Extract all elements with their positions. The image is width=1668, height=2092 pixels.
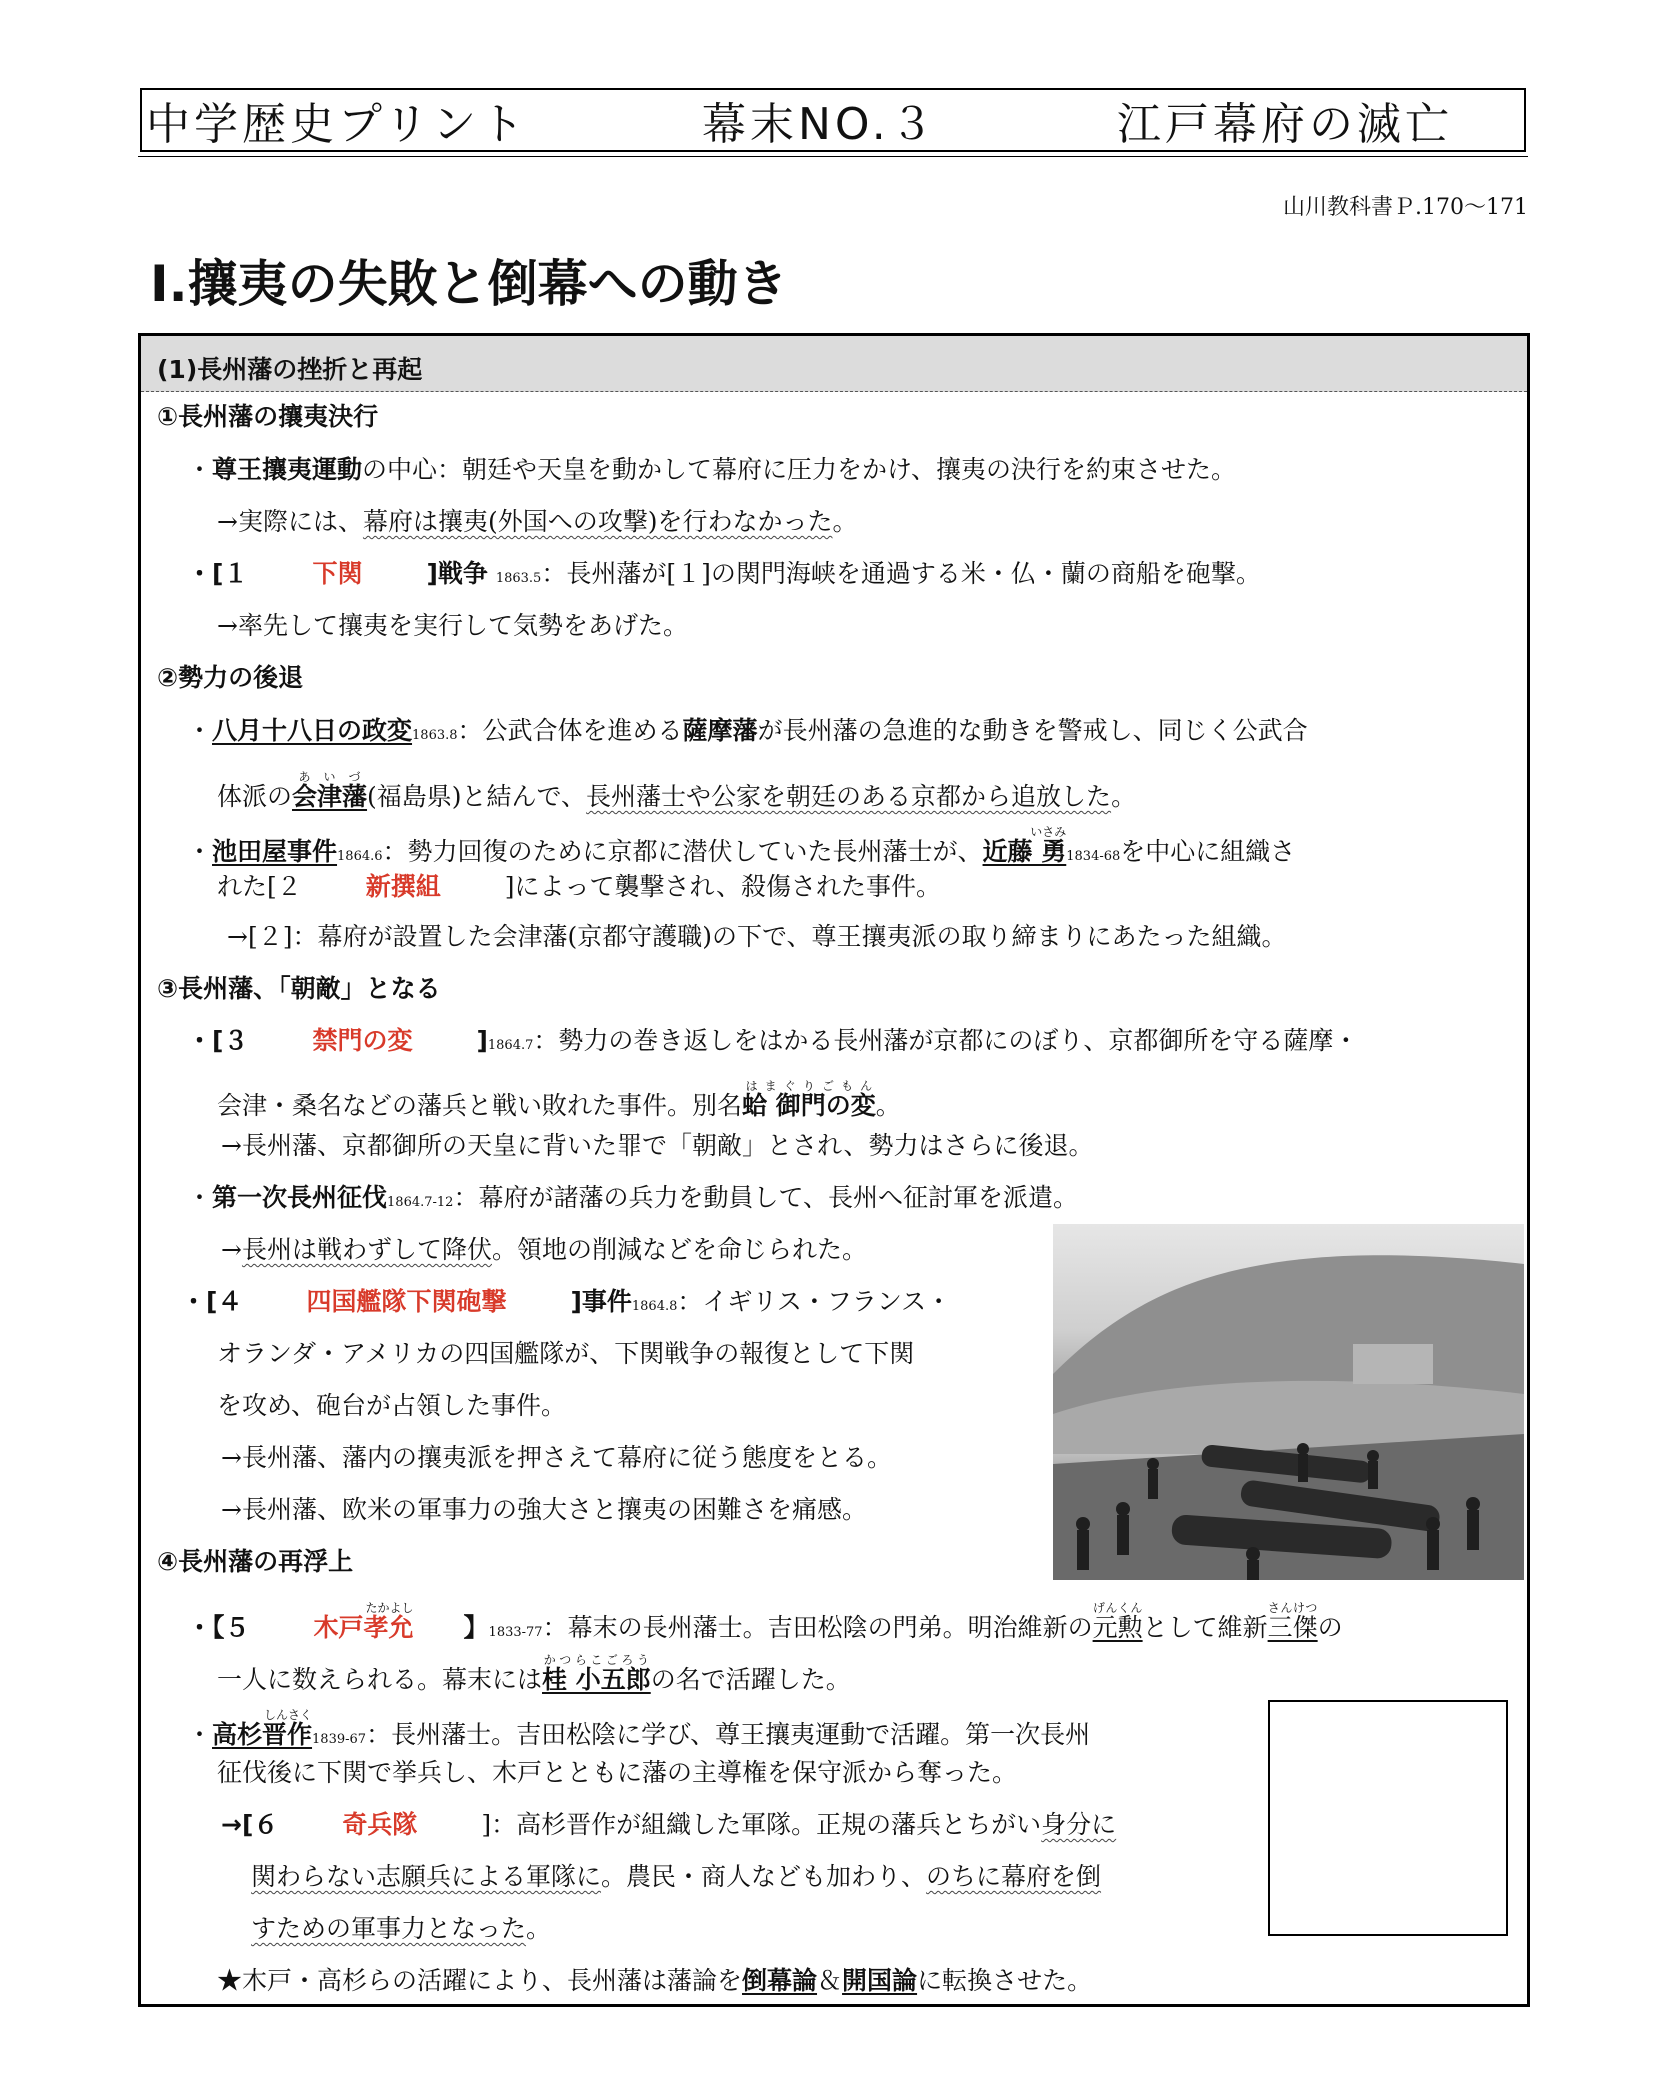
- term-first-choshu-expedition: 第一次長州征伐: [212, 1183, 388, 1212]
- portrait-placeholder: [1268, 1700, 1508, 1936]
- text: 会津・桑名などの藩兵と戦い敗れた事件。別名: [217, 1091, 743, 1120]
- ruby: あいづ: [292, 770, 368, 784]
- s1-line-2: [217, 507, 857, 537]
- text: れた[２: [217, 872, 302, 901]
- s4-line-5: [221, 1810, 1116, 1840]
- key-point: 身分に: [1041, 1810, 1117, 1839]
- answer-2: 新撰組: [365, 872, 441, 901]
- s4-line-1: [187, 1601, 1343, 1648]
- text: ＆: [817, 1966, 843, 1995]
- text: ：勢力回復のために京都に潜伏していた長州藩士が、: [382, 837, 983, 866]
- bullet: ・: [187, 837, 213, 866]
- s3-heading: ③長州藩、「朝敵」となる: [157, 974, 441, 1003]
- s1-heading: ①長州藩の攘夷決行: [157, 402, 379, 431]
- year: 1863.8: [412, 728, 458, 743]
- text: に転換させた。: [917, 1966, 1093, 1995]
- text: 。農民・商人なども加わり、: [601, 1862, 927, 1891]
- text: を中心に組織さ: [1120, 837, 1296, 866]
- text: 。領地の削減などを命じられた。: [491, 1235, 867, 1264]
- blank-open: ・[４: [181, 1287, 243, 1316]
- ruby: さんけつ: [1267, 1601, 1318, 1615]
- key-point: 関わらない志願兵による軍隊に: [251, 1862, 602, 1891]
- text: 。: [832, 507, 858, 536]
- text: が長州藩の急進的な動きを警戒し、同じく公武合: [757, 716, 1308, 745]
- textbook-reference: 山川教科書Ｐ.170～171: [1283, 195, 1528, 220]
- year: 1864.7-12: [387, 1195, 454, 1210]
- s3-line-2: [217, 1079, 901, 1121]
- s4-heading: ④長州藩の再浮上: [157, 1547, 354, 1576]
- year: 1864.7: [487, 1038, 534, 1053]
- bullet: ・: [187, 1183, 213, 1212]
- s1-line-4: →率先して攘夷を実行して気勢をあげた。: [217, 611, 688, 640]
- key-point: 長州は戦わずして降伏: [241, 1235, 492, 1264]
- text: ★木戸・高杉らの活躍により、長州藩は藩論を: [217, 1966, 743, 1995]
- s1-line-3: [187, 559, 1261, 594]
- title-print-name: 中学歴史プリント: [146, 99, 529, 150]
- s2-line-4: [217, 872, 941, 902]
- year: 1833-77: [488, 1625, 543, 1640]
- text: として維新: [1142, 1613, 1268, 1642]
- term-katsura-kogoro: 桂 小五郎: [542, 1665, 651, 1694]
- title-number: 幕末NO.３: [702, 99, 938, 150]
- blank-open: ・[１: [187, 559, 249, 588]
- bullet: ・: [187, 1720, 213, 1749]
- title-underline: [138, 156, 1528, 157]
- s1-line-1: [187, 455, 1236, 485]
- key-point: のちに幕府を倒: [926, 1862, 1102, 1891]
- text: ]：高杉晋作が組織した軍隊。正規の藩兵とちがい: [481, 1810, 1042, 1839]
- year: 1863.5: [495, 571, 542, 586]
- s3-line-6: [181, 1287, 951, 1322]
- key-point: 幕府は攘夷(外国への攻撃)を行わなかった: [362, 507, 833, 536]
- ruby: げんくん: [1092, 1601, 1143, 1615]
- s2-line-2: [217, 770, 1136, 812]
- s2-line-5: →[２]：幕府が設置した会津藩(京都守護職)の下で、尊王攘夷派の取り締まりにあたった組織。: [227, 922, 1287, 951]
- s3-line-9: →長州藩、藩内の攘夷派を押さえて幕府に従う態度をとる。: [221, 1443, 892, 1472]
- blank-open: ・[３: [187, 1026, 249, 1055]
- term-takasugi-shinsaku: 高杉晋作: [212, 1720, 313, 1749]
- answer-3: 禁門の変: [312, 1026, 413, 1055]
- bullet: ・: [187, 716, 213, 745]
- text: 体派の: [217, 782, 293, 811]
- term-sonno-joi: 尊王攘夷運動: [212, 455, 363, 484]
- term-august-coup: 八月十八日の政変: [212, 716, 413, 745]
- s2-line-3: [187, 825, 1295, 872]
- s3-line-7: オランダ・アメリカの四国艦隊が、下関戦争の報復として下関: [217, 1339, 915, 1368]
- s4-line-7: [251, 1914, 551, 1944]
- text: 。: [1111, 782, 1137, 811]
- text: の名で活躍した。: [650, 1665, 851, 1694]
- term-kondo-isami: 近藤 勇: [982, 837, 1067, 866]
- s4-line-4: 征伐後に下関で挙兵し、木戸とともに藩の主導権を保守派から奪った。: [217, 1758, 1018, 1787]
- blank-close: ]戦争: [426, 559, 488, 588]
- key-point: 長州藩士や公家を朝廷のある京都から追放した: [586, 782, 1112, 811]
- text: (福島県)と結んで、: [367, 782, 587, 811]
- text: ：勢力の巻き返しをはかる長州藩が京都にのぼり、京都御所を守る薩摩・: [533, 1026, 1359, 1055]
- blank-close: ]事件: [570, 1287, 632, 1316]
- photo-illustration: [1053, 1224, 1524, 1580]
- blank-open: →[６: [221, 1810, 279, 1839]
- ruby: かつらこごろう: [542, 1653, 651, 1667]
- text: 。: [526, 1914, 552, 1943]
- box-header: (1)長州藩の挫折と再起: [141, 336, 1527, 392]
- answer-5: 木戸孝允: [313, 1613, 414, 1642]
- ruby: はまぐりごもん: [742, 1079, 876, 1093]
- text: ：幕府が諸藩の兵力を動員して、長州へ征討軍を派遣。: [453, 1183, 1078, 1212]
- key-point: すための軍事力となった: [251, 1914, 527, 1943]
- year: 1864.8: [631, 1299, 678, 1314]
- text: ：幕末の長州藩士。吉田松陰の門弟。明治維新の: [542, 1613, 1093, 1642]
- blank-open: ・【５: [187, 1613, 250, 1642]
- s3-line-4: [187, 1183, 1078, 1218]
- s4-line-2: [217, 1653, 851, 1695]
- ruby: いさみ: [982, 825, 1067, 839]
- term-tobaku: 倒幕論: [742, 1966, 818, 1995]
- text: ：長州藩が[１]の関門海峡を通過する米・仏・蘭の商船を砲撃。: [541, 559, 1261, 588]
- bullet: ・: [187, 455, 213, 484]
- text: ]によって襲撃され、殺傷された事件。: [504, 872, 942, 901]
- s2-heading: ②勢力の後退: [157, 663, 304, 692]
- s4-line-8: [217, 1966, 1092, 1996]
- text: の: [1317, 1613, 1343, 1642]
- shimonoseki-battery-photo: [1053, 1224, 1524, 1580]
- s3-line-10: →長州藩、欧米の軍事力の強大さと攘夷の困難さを痛感。: [221, 1495, 867, 1524]
- title-topic: 江戸幕府の滅亡: [1117, 99, 1453, 150]
- term-sanketsu: 三傑: [1267, 1613, 1318, 1642]
- text: の中心：朝廷や天皇を動かして幕府に圧力をかけ、攘夷の決行を約束させた。: [362, 455, 1237, 484]
- text: ：公武合体を進める: [457, 716, 683, 745]
- term-aizu: 会津藩: [292, 782, 368, 811]
- blank-close: 】: [463, 1613, 489, 1642]
- term-genkun: 元勲: [1092, 1613, 1143, 1642]
- s3-line-5: [221, 1235, 867, 1265]
- answer-1: 下関: [312, 559, 363, 588]
- ruby: たかよし: [313, 1601, 414, 1615]
- term-kaikoku: 開国論: [842, 1966, 918, 1995]
- s2-line-1: [187, 716, 1308, 751]
- year: 1864.6: [337, 849, 383, 864]
- section-heading: Ⅰ.攘夷の失敗と倒幕への動き: [150, 255, 788, 313]
- text: 一人に数えられる。幕末には: [217, 1665, 543, 1694]
- text: →: [221, 1235, 242, 1264]
- s3-line-3: →長州藩、京都御所の天皇に背いた罪で「朝敵」とされ、勢力はさらに後退。: [221, 1131, 1094, 1160]
- text: ：長州藩士。吉田松陰に学び、尊王攘夷運動で活躍。第一次長州: [366, 1720, 1091, 1749]
- s3-line-1: [187, 1026, 1358, 1061]
- s3-line-8: を攻め、砲台が占領した事件。: [217, 1391, 567, 1420]
- text: ：イギリス・フランス・: [677, 1287, 952, 1316]
- term-hamaguri-gomon: 蛤 御門の変: [742, 1091, 876, 1120]
- text: 。: [875, 1091, 901, 1120]
- s4-line-6: [251, 1862, 1101, 1892]
- year: 1839-67: [312, 1732, 367, 1747]
- ruby: しんさく: [212, 1708, 313, 1722]
- title-box: [140, 88, 1526, 152]
- term-ikedaya: 池田屋事件: [212, 837, 338, 866]
- text: →実際には、: [217, 507, 363, 536]
- term-satsuma: 薩摩藩: [682, 716, 758, 745]
- blank-close: ]: [476, 1026, 488, 1055]
- year: 1834-68: [1066, 849, 1121, 864]
- answer-4: 四国艦隊下関砲撃: [306, 1287, 507, 1316]
- s4-line-3: [187, 1708, 1090, 1755]
- answer-6: 奇兵隊: [342, 1810, 418, 1839]
